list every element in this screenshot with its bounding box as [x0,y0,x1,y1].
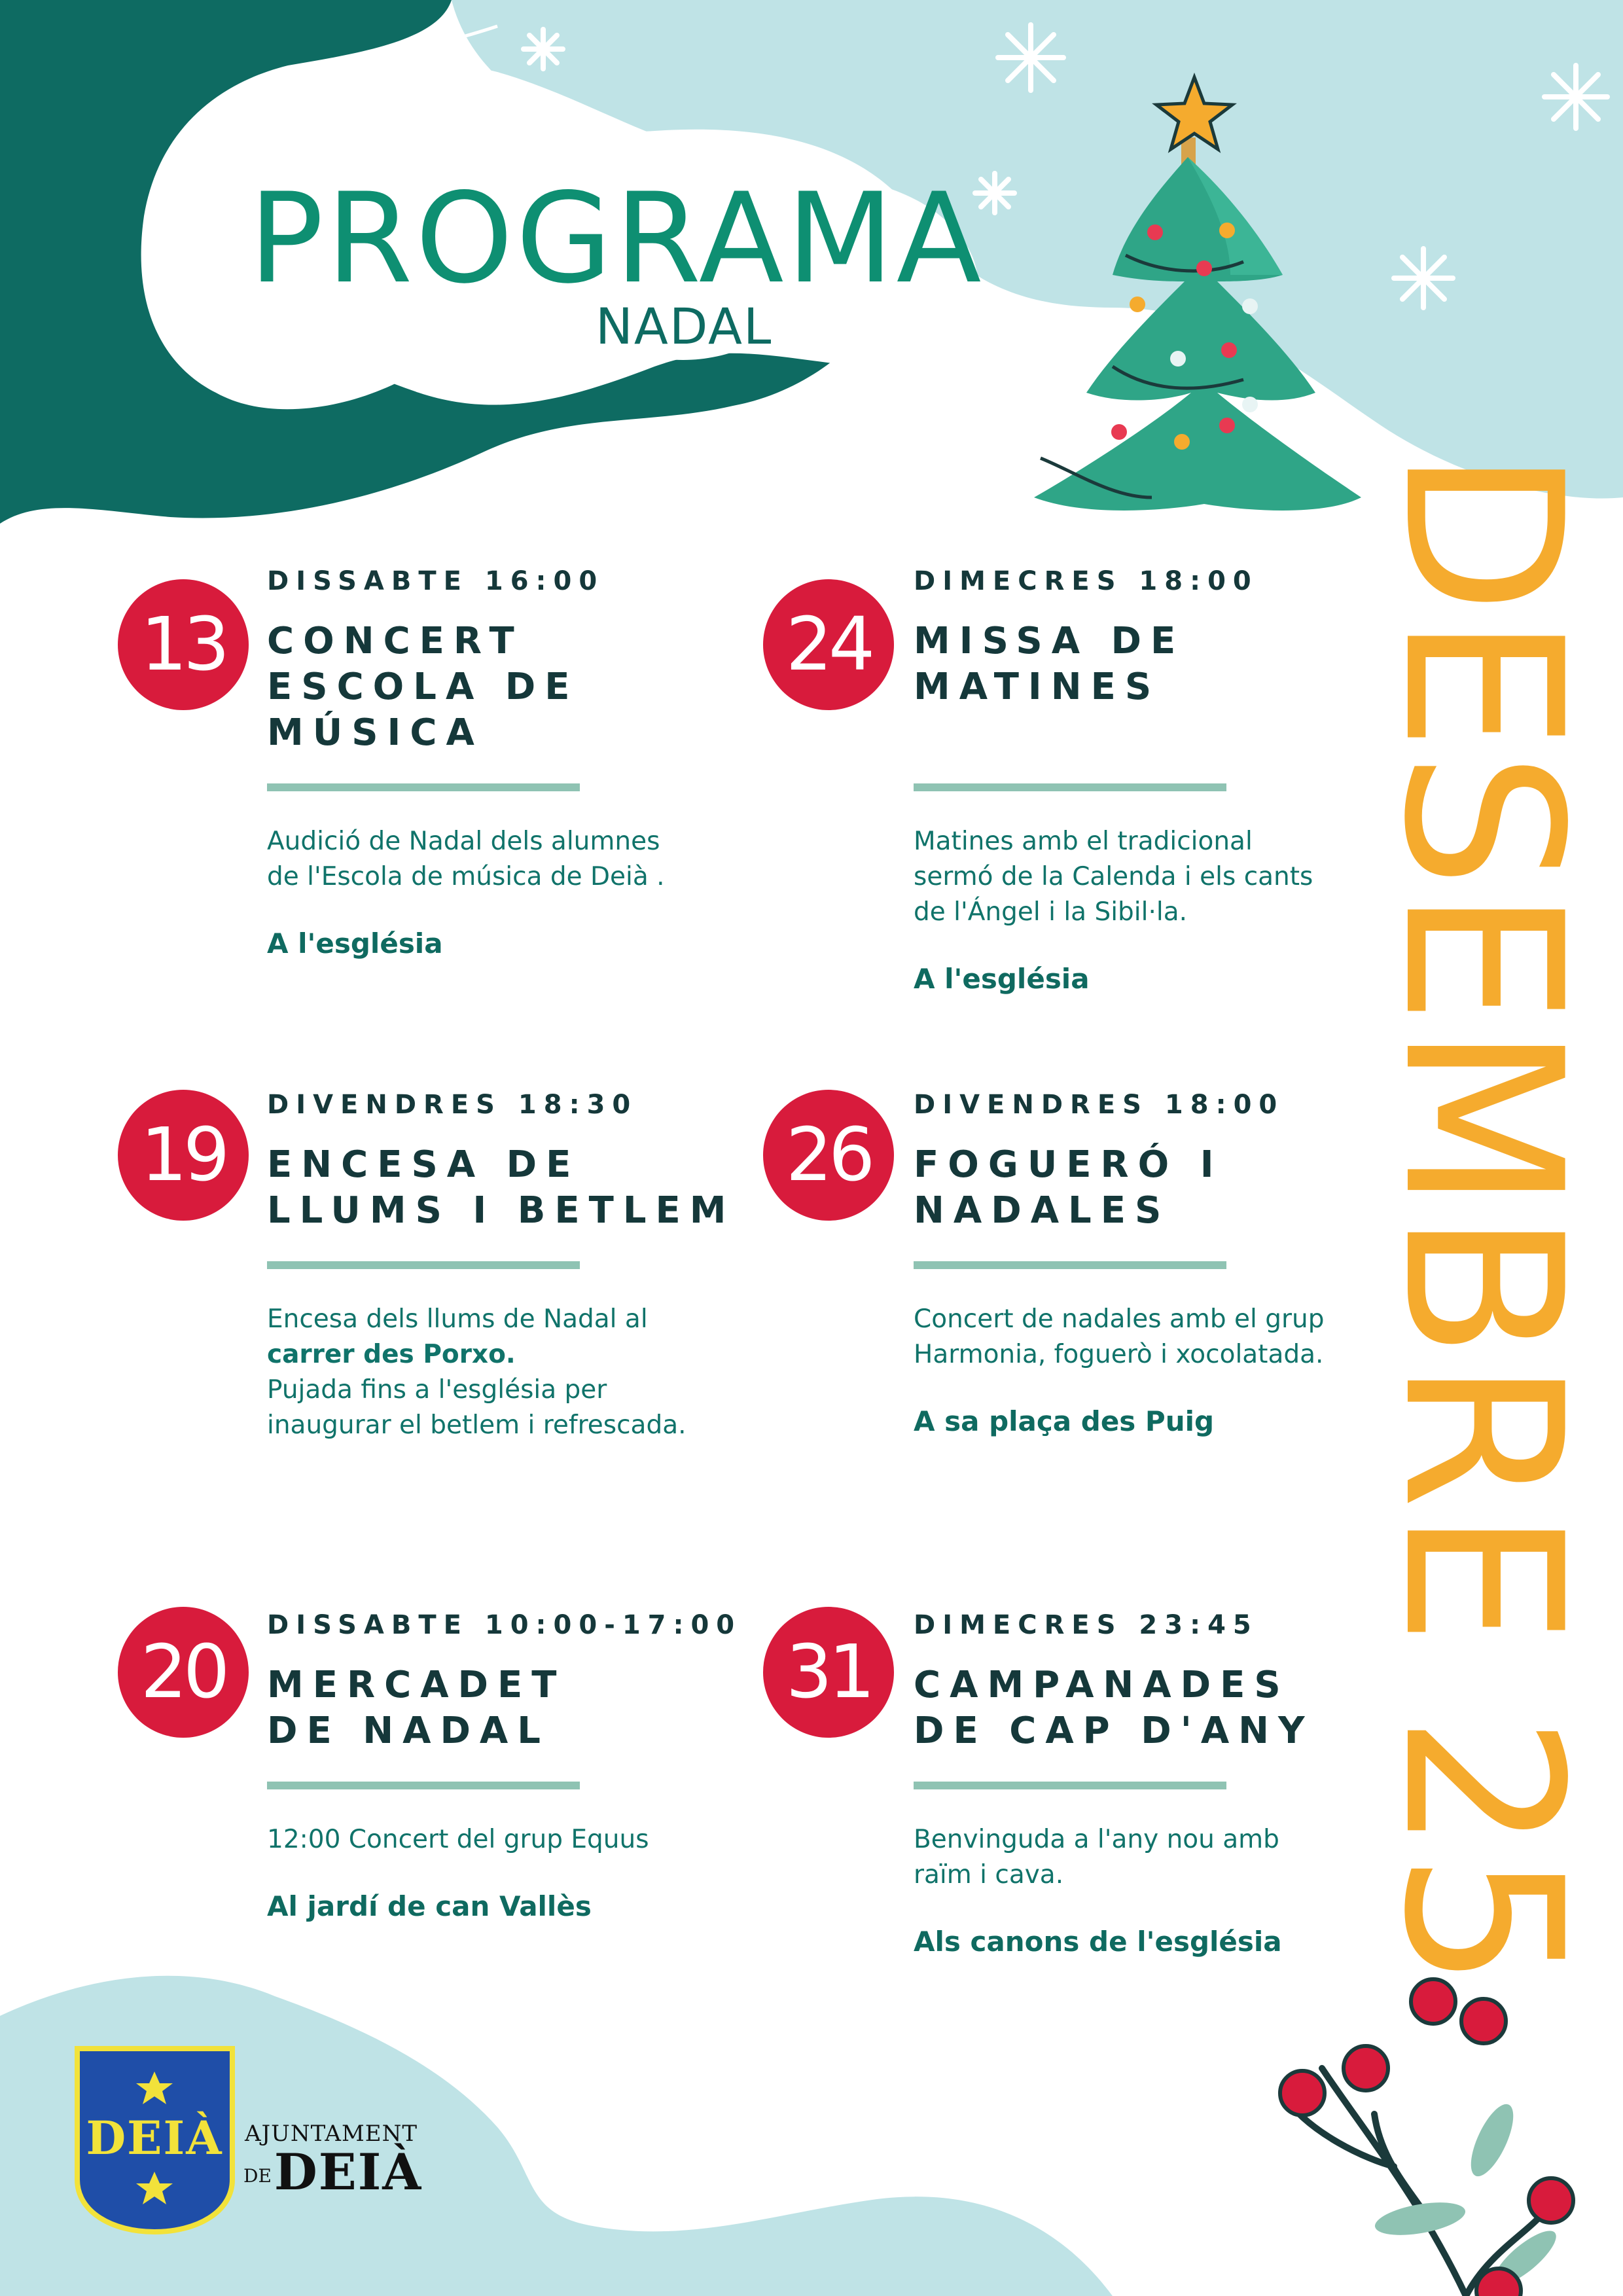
event-title-line: CONCERT [267,620,524,662]
event-block [914,1090,1411,1437]
day-badge: 24 [763,579,894,710]
title-text: PROGRAMA [249,166,984,311]
divider [267,1261,580,1269]
event-title-line: FOGUERÓ I [914,1143,1223,1186]
shield-text: DEIÀ [86,2111,223,2165]
event-title-line: MISSA DE [914,620,1185,662]
divider [914,1782,1226,1789]
event-block [914,566,1411,995]
event-title-line: DE NADAL [267,1710,550,1752]
event-desc-line: Pujada fins a l'església per [267,1375,607,1405]
event-title-line: ENCESA DE [267,1143,580,1186]
event-desc-line: inaugurar el betlem i refrescada. [267,1410,687,1440]
event-when: DISSABTE 16:00 [267,566,605,596]
event-desc-line: de l'Escola de música de Deià . [267,862,665,891]
event-title-line: LLUMS I BETLEM [267,1189,736,1232]
event-when: DIVENDRES 18:30 [267,1090,638,1120]
logo-line1: AJUNTAMENT [245,2121,418,2147]
event-place: Als canons de l'església [914,1926,1282,1958]
day-badge: 20 [118,1607,249,1738]
event-title-line: MERCADET [267,1664,566,1706]
event-title-line: CAMPANADES [914,1664,1290,1706]
event-desc-line: Audició de Nadal dels alumnes [267,827,660,856]
event-place: A l'església [267,927,443,960]
berry-branch-icon [1280,1979,1573,2296]
event-when: DISSABTE 10:00-17:00 [267,1610,742,1640]
event-desc-line: Matines amb el tradicional [914,827,1253,856]
event-block [267,1610,764,1922]
event-when: DIMECRES 23:45 [914,1610,1258,1640]
event-block [267,1090,764,1443]
logo-line2: DE [243,2165,272,2187]
event-when: DIMECRES 18:00 [914,566,1258,596]
day-badge: 13 [118,579,249,710]
event-desc-line: sermó de la Calenda i els cants [914,862,1313,891]
program-title [0,0,1047,369]
divider [914,783,1226,791]
day-badge: 26 [763,1090,894,1221]
event-desc-line: raïm i cava. [914,1860,1064,1890]
event-title-line: ESCOLA DE [267,666,579,708]
month-label: DESEMBRE 25 [1357,448,1608,1990]
event-desc-line: Harmonia, foguerò i xocolatada. [914,1340,1324,1369]
day-badge: 31 [763,1607,894,1738]
event-desc-line: Encesa dels llums de Nadal al [267,1304,648,1334]
event-block [267,566,764,960]
divider [914,1261,1226,1269]
event-place: Al jardí de can Vallès [267,1890,592,1922]
event-block [914,1610,1411,1958]
day-badge: 19 [118,1090,249,1221]
event-desc-line: Benvinguda a l'any nou amb [914,1825,1279,1854]
event-desc-line: Concert de nadales amb el grup [914,1304,1325,1334]
event-desc-line: de l'Ángel i la Sibil·la. [914,897,1187,927]
event-title-line: DE CAP D'ANY [914,1710,1314,1752]
divider [267,1782,580,1789]
divider [267,783,580,791]
event-title-line: NADALES [914,1189,1171,1232]
subtitle-text: NADAL [596,297,773,355]
event-when: DIVENDRES 18:00 [914,1090,1285,1120]
event-title-line: MATINES [914,666,1161,708]
event-desc-line: carrer des Porxo. [267,1340,516,1369]
logo-line3: DEIÀ [274,2143,423,2201]
event-desc-line: 12:00 Concert del grup Equus [267,1825,649,1854]
logo-row [243,2143,422,2201]
title-artwork [0,0,1047,367]
event-place: A sa plaça des Puig [914,1405,1215,1437]
ajuntament-logo [243,2121,422,2201]
event-place: A l'església [914,963,1090,995]
event-title-line: MÚSICA [267,711,484,754]
